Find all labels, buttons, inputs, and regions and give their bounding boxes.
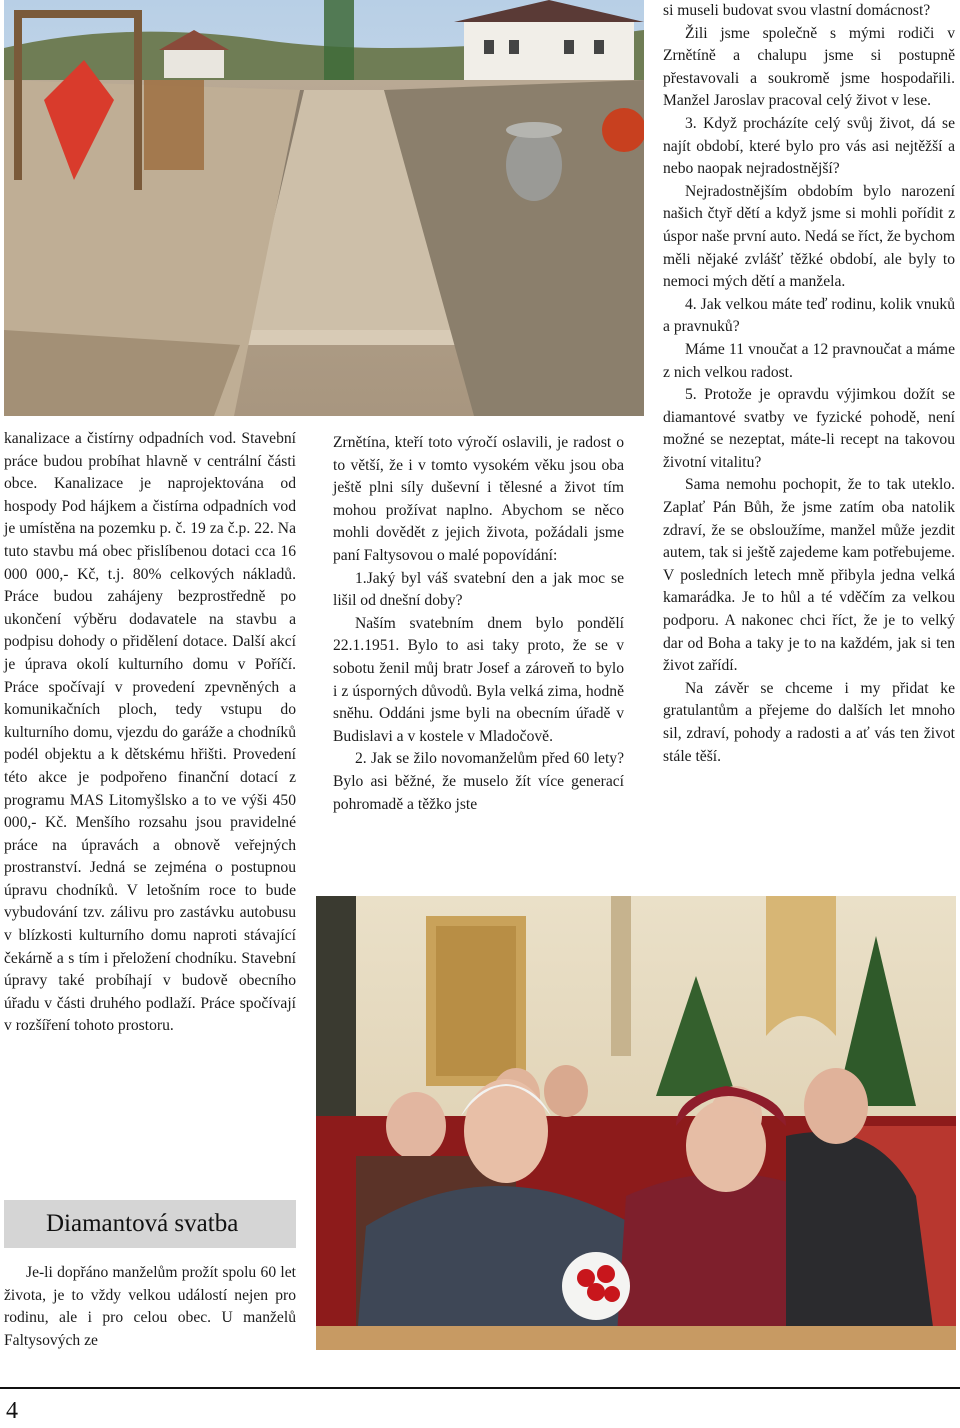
question-4: 4. Jak velkou máte teď rodinu, kolik vnuků a pravnuků? [663,295,955,336]
question-1: 1.Jaký byl váš svatební den a jak moc se lišil od dnešní doby? [333,569,624,610]
diamond-wedding-photo [316,896,956,1350]
answer-3: Nejradostnějším obdobím bylo narození našich čtyř dětí a když jsme si mohli pořídit z úspor naše první auto. Nedá se říct, že bychom měli nějaké zvlášť těžké období, ale byly to nemoci mých dětí a manžela. [663,182,955,291]
intro-paragraph: Je-li dopřáno manželům prožít spolu 60 let života, je to vždy velkou událostí nejen pro rodinu, ale i pro celou obec. U manželů Faltysových ze [4,1264,296,1349]
answer-2: Žili jsme společně s mými rodiči v Zrnětíně a chalupu jsme si postupně přestavovali a soukromě jsme hospodařili. Manžel Jaroslav pracoval celý život v lese. [663,24,955,110]
section-heading: Diamantová svatba [46,1210,239,1237]
footer-rule [0,1387,960,1389]
right-article-column [663,0,955,768]
page-number: 4 [6,1398,18,1424]
playground-path-photo [4,0,644,416]
answer-1: Naším svatebním dnem bylo pondělí 22.1.1951. Bylo to asi taky proto, že se v sobotu ženil můj bratr Josef a zároveň to bylo i z úsporných důvodů. Byla velká zima, hodně sněhu. Oddáni jsme byli na obecním úřadě v Budislavi a v kostele v Mladočově. [333,614,624,745]
answer-4: Máme 11 vnoučat a 12 pravnoučat a máme z nich velkou radost. [663,340,955,381]
closing-paragraph: Na závěr se chceme i my přidat ke gratulantům a přejeme do dalších let mnoho sil, zdraví, pohody a radosti a ať vás ten život stále těší. [663,679,955,765]
question-2: 2. Jak se žilo novomanželům před 60 lety? Bylo asi běžné, že muselo žít více generací pohromadě a těžko jste [333,750,624,813]
left-article-column [4,428,296,1038]
left-paragraph: kanalizace a čistírny odpadních vod. Stavební práce budou probíhat hlavně v centrální části obce. Kanalizace je naprojektována od hospody Pod hájkem a čistírna odpadních vod je umístěna na pozemku p. č. 19 za č.p. 22. Na tuto stavbu má obec přislíbenou dotaci cca 16 000 000,- Kč, t.j. 80% celkových nákladů. Práce budou zahájeny bezprostředně po ukončení výběru dodavatele na stavbu a podpisu dohody o přidělení dotace. Další akcí je úprava okolí kulturního domu v Poříčí. Práce spočívají v provedení zpevněných a komunikačních ploch, tedy vstupu do kulturního domu, vjezdu do garáže a chodníků podél objektu a k dětskému hřišti. Provedení této akce je podpořeno finanční dotací z programu MAS Litomyšlsko a to ve výši 450 000,- Kč. Menšího rozsahu jsou pravidelné práce na úpravách a obnově veřejných prostranství. Jedná se zejména o postupnou úpravu chodníků. V letošním roce to bude vybudování tzv. zálivu pro zastávku autobusu v blízkosti kulturního domu naproti stávající čekárně a s tím i přeložení chodníku. Stavební úpravy také probíhají v budově obecního úřadu v části druhého podlaží. Práce spočívají v rozšíření tohoto prostoru. [4,430,296,1035]
middle-paragraph: Zrnětína, kteří toto výročí oslavili, je radost o to větší, že i v tomto vysokém věku jsou oba ještě plni síly duševní i tělesné a život tím mohou prožívat naplno. Abychom se něco mohli dovědět z jejich života, požádali jsme paní Faltysovou o malé popovídání: [333,434,624,564]
middle-article-column [333,432,624,816]
question-5: 5. Protože je opravdu výjimkou dožít se diamantové svatby ve fyzické pohodě, není možné se nezeptat, máte-li recept na takovou životní vitalitu? [663,386,955,471]
section-heading-box [4,1200,296,1248]
question-3: 3. Když procházíte celý svůj život, dá se najít období, které bylo pro vás asi nejtěžší a nebo naopak nejradostnější? [663,114,955,178]
answer-2-continued: si museli budovat svou vlastní domácnost? [663,2,931,19]
intro-column [4,1262,296,1352]
answer-5: Sama nemohu pochopit, že to tak uteklo. Zaplať Pán Bůh, že jsme zatím oba natolik zdraví, že se obsloužíme, manžel může jezdit autem, tak si ještě zajedeme kam potřebujeme. V posledních letech mně přibyla jedna velká kamarádka. Je to hůl a té vděčím za velkou podporu. A nakonec chci říct, že je to velký dar od Boha a taky je to na každém, jak si ten život zařídí. [663,476,955,675]
